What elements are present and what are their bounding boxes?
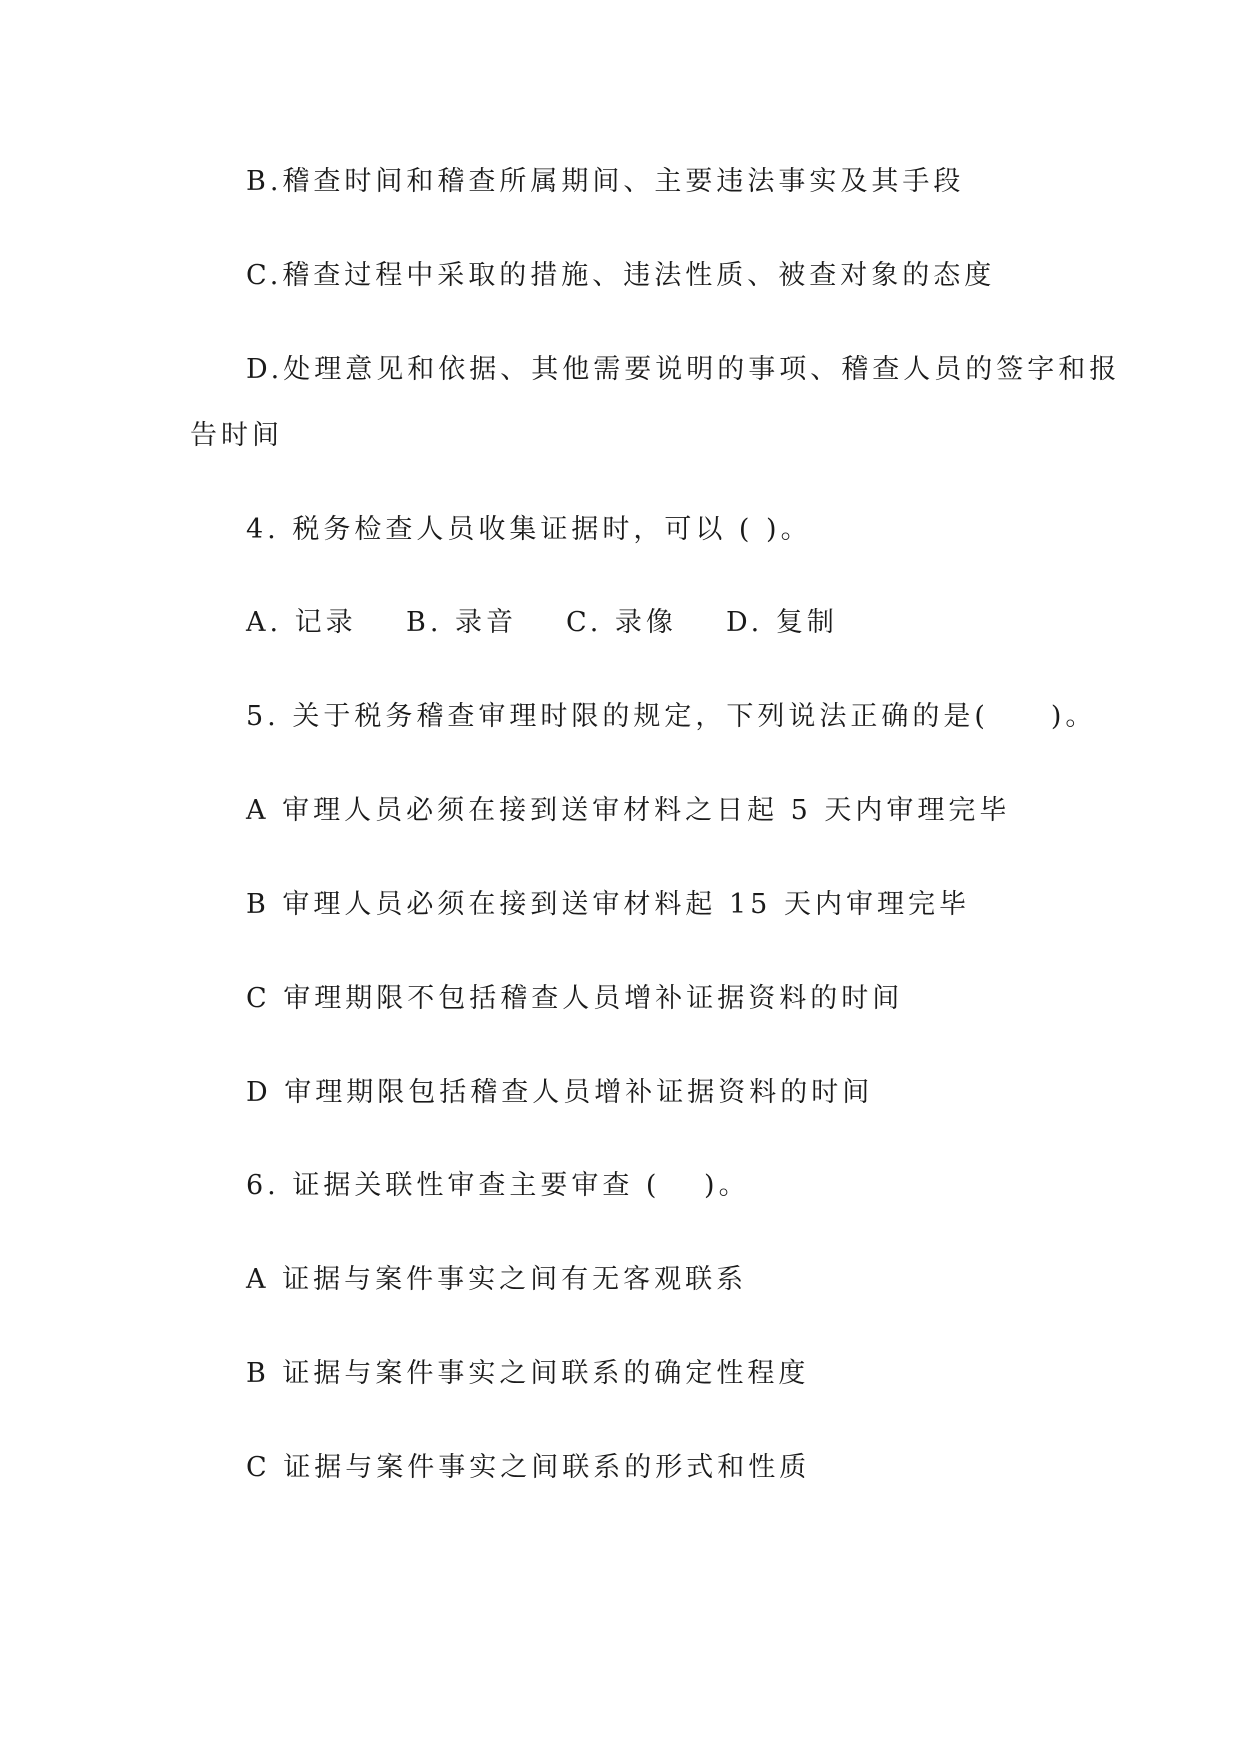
question-4-option-b: B. 录音 xyxy=(406,607,518,638)
question-5-text: 5. 关于税务稽查审理时限的规定，下列说法正确的是( )。 xyxy=(246,701,1097,732)
question-6-text: 6. 证据关联性审查主要审查 ( )。 xyxy=(246,1170,750,1201)
question-5-option-a: A 审理人员必须在接到送审材料之日起 5 天内审理完毕 xyxy=(246,795,1011,826)
question-5-option-d: D 审理期限包括稽查人员增补证据资料的时间 xyxy=(246,1077,874,1108)
question-4-option-d: D. 复制 xyxy=(726,607,838,638)
question-5-option-b: B 审理人员必须在接到送审材料起 15 天内审理完毕 xyxy=(246,889,970,920)
question-4-text: 4. 税务检查人员收集证据时，可以 ( )。 xyxy=(246,514,812,545)
option-b-text: B.稽查时间和稽查所属期间、主要违法事实及其手段 xyxy=(246,166,965,197)
question-4-option-a: A. 记录 xyxy=(246,607,357,638)
question-6-option-a: A 证据与案件事实之间有无客观联系 xyxy=(246,1264,748,1295)
question-6-option-b: B 证据与案件事实之间联系的确定性程度 xyxy=(246,1358,810,1389)
question-6-option-c: C 证据与案件事实之间联系的形式和性质 xyxy=(246,1452,811,1483)
question-4-option-c: C. 录像 xyxy=(566,607,677,638)
option-d-text: D.处理意见和依据、其他需要说明的事项、稽查人员的签字和报 xyxy=(246,354,1121,385)
option-c-text: C.稽查过程中采取的措施、违法性质、被查对象的态度 xyxy=(246,260,996,291)
question-5-option-c: C 审理期限不包括稽查人员增补证据资料的时间 xyxy=(246,983,904,1014)
question-4-options xyxy=(246,605,838,641)
option-d-text-continuation: 告时间 xyxy=(190,420,283,451)
